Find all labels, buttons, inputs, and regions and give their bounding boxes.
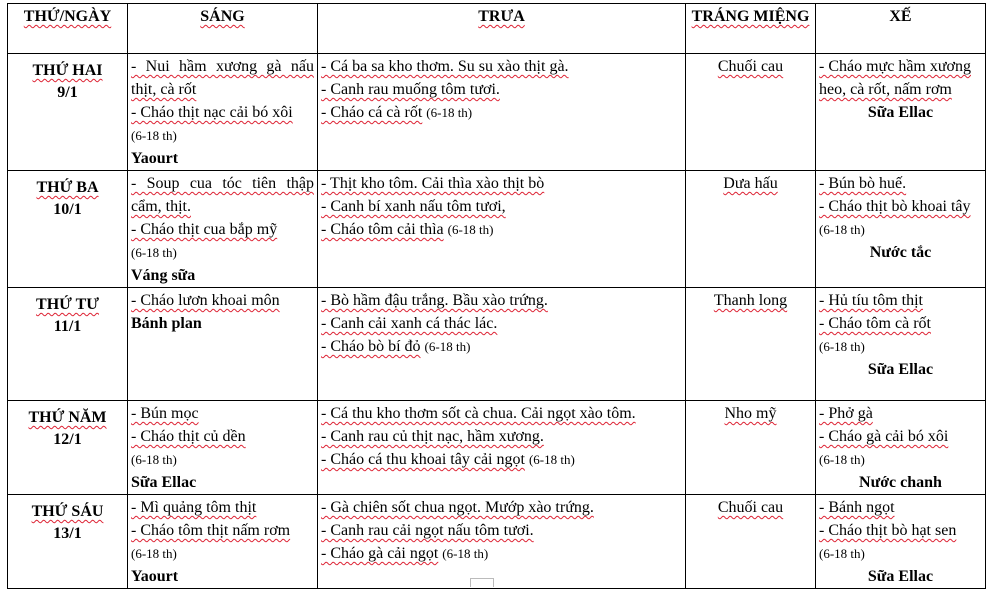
dessert-cell [686,401,816,495]
age-note: (6-18 th) [819,222,865,237]
noon-item: - Cá thu kho thơm sốt cà chua. Cải ngọt xào tôm. [321,405,636,422]
age-note: (6-18 th) [528,452,575,467]
noon-item: - Canh cải xanh cá thác lác. [321,315,498,332]
day-date: 11/1 [53,318,82,335]
morning-cell [128,288,318,401]
header-morning: SÁNG [128,4,318,54]
noon-item: - Canh bí xanh nấu tôm tươi, [321,198,506,215]
morning-item: - Nui hầm xương gà nấu thịt, cà rốt [131,58,314,98]
noon-item: - Canh rau củ thịt nạc, hầm xương. [321,428,544,445]
age-note: (6-18 th) [819,546,865,561]
noon-cell [318,171,686,288]
table-row [8,288,986,401]
table-row [8,495,986,589]
morning-drink: Bánh plan [131,315,202,332]
day-date: 12/1 [53,431,82,448]
day-name: THỨ SÁU [31,503,104,520]
afternoon-drink: Sữa Ellac [867,361,934,378]
day-date: 10/1 [53,201,82,218]
morning-cell [128,495,318,589]
morning-item: - Soup cua tóc tiên thập cẩm, thịt. [131,175,314,215]
noon-item: - Canh rau muống tôm tươi. [321,81,500,98]
afternoon-item: - Bánh ngọt [819,499,895,516]
age-note: (6-18 th) [131,245,177,260]
afternoon-item: - Phở gà [819,405,873,422]
afternoon-item: - Cháo tôm cà rốt [819,315,931,332]
day-cell [8,495,128,589]
afternoon-cell [816,401,986,495]
morning-drink: Váng sữa [131,267,196,284]
afternoon-item: - Hủ tíu tôm thịt [819,292,923,309]
age-note: (6-18 th) [819,339,865,354]
morning-cell [128,401,318,495]
afternoon-item: - Cháo mực hầm xương heo, cà rốt, nấm rơm [819,58,971,98]
morning-item: - Mì quảng tôm thịt [131,499,257,516]
dessert-item: Chuối cau [717,499,784,516]
day-name: THỨ NĂM [28,409,107,426]
weekly-menu-table [7,3,986,589]
table-row [8,54,986,171]
noon-cell [318,401,686,495]
age-note: (6-18 th) [424,339,471,354]
day-cell [8,288,128,401]
afternoon-item: - Cháo gà cải bó xôi [819,428,949,445]
noon-item: - Cá ba sa kho thơm. Su su xào thịt gà. [321,58,569,75]
age-note: (6-18 th) [131,452,177,467]
header-day: THỨ/NGÀY [8,4,128,54]
afternoon-cell [816,54,986,171]
noon-item: - Cháo bò bí đỏ [321,338,421,355]
afternoon-item: - Bún bò huế. [819,175,907,192]
day-name: THỨ TƯ [36,296,99,313]
noon-item: - Cháo tôm cải thìa [321,221,444,238]
afternoon-drink: Sữa Ellac [867,104,934,121]
afternoon-drink: Nước chanh [859,474,942,491]
day-cell [8,171,128,288]
table-row [8,401,986,495]
header-row [8,4,986,54]
afternoon-cell [816,495,986,589]
noon-item: - Gà chiên sốt chua ngọt. Mướp xào trứng. [321,499,594,516]
day-date: 9/1 [57,84,78,101]
noon-item: - Cháo cá thu khoai tây cải ngọt [321,451,525,468]
header-noon: TRƯA [318,4,686,54]
noon-cell [318,495,686,589]
morning-cell [128,171,318,288]
noon-item: - Cháo cá cà rốt [321,104,423,121]
age-note: (6-18 th) [447,222,494,237]
afternoon-item: - Cháo thịt bò khoai tây [819,198,971,215]
afternoon-cell [816,288,986,401]
morning-item: - Cháo thịt cua bắp mỹ [131,221,278,238]
age-note: (6-18 th) [131,128,177,143]
day-name: THỨ BA [36,179,99,196]
header-dessert: TRÁNG MIỆNG [686,4,816,54]
day-cell [8,54,128,171]
dessert-cell [686,171,816,288]
afternoon-drink: Sữa Ellac [867,568,934,585]
table-row [8,171,986,288]
morning-item: - Bún mọc [131,405,199,422]
morning-drink: Sữa Ellac [131,474,197,491]
age-note: (6-18 th) [426,105,473,120]
age-note: (6-18 th) [442,546,489,561]
noon-item: - Cháo gà cải ngọt [321,545,439,562]
morning-item: - Cháo thịt nạc cải bó xôi [131,104,293,121]
morning-item: - Cháo tôm thịt nấm rơm [131,522,291,539]
morning-drink: Yaourt [131,568,179,585]
afternoon-cell [816,171,986,288]
noon-item: - Thịt kho tôm. Cải thìa xào thịt bò [321,175,545,192]
age-note: (6-18 th) [131,546,177,561]
afternoon-drink: Nước tắc [869,244,932,261]
morning-drink: Yaourt [131,150,179,167]
age-note: (6-18 th) [819,452,865,467]
dessert-item: Thanh long [713,292,788,309]
afternoon-item: - Cháo thịt bò hạt sen [819,522,957,539]
dessert-cell [686,495,816,589]
noon-cell [318,288,686,401]
morning-cell [128,54,318,171]
dessert-item: Dưa hấu [723,175,778,192]
noon-cell [318,54,686,171]
dessert-cell [686,288,816,401]
morning-item: - Cháo thịt củ dền [131,428,246,445]
noon-item: - Bò hầm đậu trắng. Bầu xào trứng. [321,292,548,309]
noon-item: - Canh rau cải ngọt nấu tôm tươi. [321,522,534,539]
day-name: THỨ HAI [32,62,103,79]
morning-item: - Cháo lươn khoai môn [131,292,280,309]
day-date: 13/1 [53,525,82,542]
dessert-item: Nho mỹ [724,405,777,422]
dessert-item: Chuối cau [717,58,784,75]
day-cell [8,401,128,495]
header-afternoon: XẾ [816,4,986,54]
dessert-cell [686,54,816,171]
